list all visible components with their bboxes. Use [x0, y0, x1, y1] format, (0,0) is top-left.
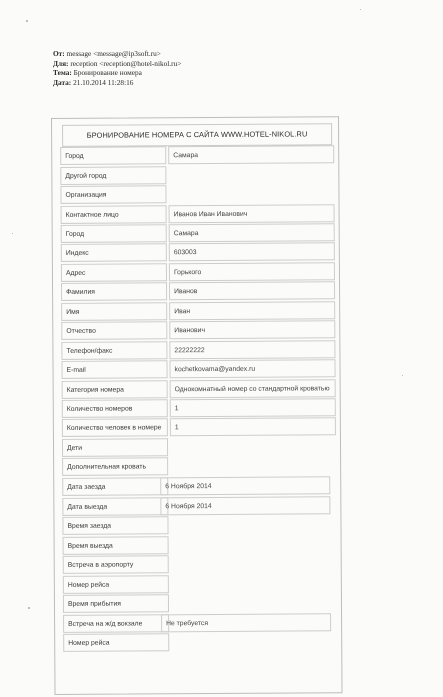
form-field-value: Не требуется: [161, 613, 331, 632]
form-field-label: Контактное лицо: [61, 205, 167, 224]
email-date: [53, 78, 181, 88]
form-field-value: Самара: [168, 145, 334, 164]
form-field-value: [170, 456, 336, 475]
form-field-label: Имя: [61, 302, 167, 321]
email-header: [53, 49, 181, 87]
form-field-label: Индекс: [61, 243, 167, 262]
form-field-label: Телефон/факс: [61, 341, 167, 360]
form-field-label: Время заезда: [62, 516, 168, 535]
subject-value: Бронирование номера: [73, 68, 142, 78]
form-field-value: [161, 574, 331, 593]
form-field-label: Город: [61, 224, 167, 243]
form-field-value: [170, 437, 336, 456]
form-field-value: [168, 184, 334, 203]
form-field-value: [161, 632, 331, 651]
form-field-value: Самара: [169, 223, 335, 242]
form-field-value: 6 Ноября 2014: [160, 476, 330, 495]
form-field-label: Дата заезда: [62, 477, 168, 496]
form-field-value: Однокомнатный номер со стандартной кроватью: [170, 379, 336, 398]
form-field-label: Номер рейса: [63, 575, 169, 594]
form-field-value: Иванов Иван Иванович: [169, 204, 335, 223]
from-value: message <message@ip3soft.ru>: [66, 49, 161, 58]
form-field-value: Иван: [169, 301, 335, 320]
to-label: Для:: [53, 58, 69, 68]
form-field-label: Количество человек в номере: [62, 418, 168, 437]
form-field-value: [160, 515, 330, 534]
form-field-value: 603003: [169, 242, 335, 261]
form-field-label: Дополнительная кровать: [62, 457, 168, 476]
form-field-label: Номер рейса: [63, 633, 169, 652]
email-subject: [53, 68, 181, 78]
form-field-label: Категория номера: [62, 380, 168, 399]
subject-label: Тема:: [53, 68, 72, 78]
form-field-value: 1: [170, 398, 336, 417]
form-field-label: Фамилия: [61, 282, 167, 301]
form-field-value: [161, 593, 331, 612]
email-from: [53, 49, 181, 59]
form-field-label: Отчество: [61, 321, 167, 340]
form-field-value: [161, 535, 331, 554]
scan-speck: [26, 20, 28, 22]
date-value: 21.10.2014 11:28:16: [73, 77, 134, 87]
date-label: Дата:: [53, 77, 72, 87]
form-field-label: Время выезда: [63, 536, 169, 555]
form-field-value: 1: [170, 417, 336, 436]
form-field-label: Количество номеров: [62, 399, 168, 418]
form-field-value: kochetkovama@yandex.ru: [169, 359, 335, 378]
form-field-label: Встреча на ж/д вокзале: [63, 614, 169, 633]
form-field-label: Другой город: [60, 166, 166, 185]
scan-speck: [402, 375, 403, 376]
form-field-value: Горького: [169, 262, 335, 281]
from-label: От:: [53, 49, 65, 58]
form-field-label: Встреча в аэропорту: [63, 555, 169, 574]
form-field-value: 22222222: [169, 340, 335, 359]
form-field-label: Город: [60, 146, 166, 165]
form-field-label: Дата выезда: [62, 497, 168, 516]
form-field-value: [161, 554, 331, 573]
form-field-label: Дети: [62, 438, 168, 457]
booking-form: [51, 116, 343, 695]
form-title: БРОНИРОВАНИЕ НОМЕРА С САЙТА WWW.HOTEL-NIKOL.RU: [62, 123, 332, 147]
form-field-label: Организация: [60, 185, 166, 204]
form-field-value: 6 Ноября 2014: [160, 496, 330, 515]
scan-speck: [360, 9, 361, 10]
to-value: reception <reception@hotel-nikol.ru>: [70, 58, 182, 68]
form-field-label: Адрес: [61, 263, 167, 282]
email-to: [53, 59, 181, 69]
form-field-value: Иванов: [169, 281, 335, 300]
form-field-label: E-mail: [61, 360, 167, 379]
scan-speck: [28, 607, 30, 609]
scan-speck: [12, 233, 13, 234]
form-field-value: [168, 165, 334, 184]
form-field-value: Иванович: [169, 320, 335, 339]
form-field-label: Время прибытия: [63, 594, 169, 613]
